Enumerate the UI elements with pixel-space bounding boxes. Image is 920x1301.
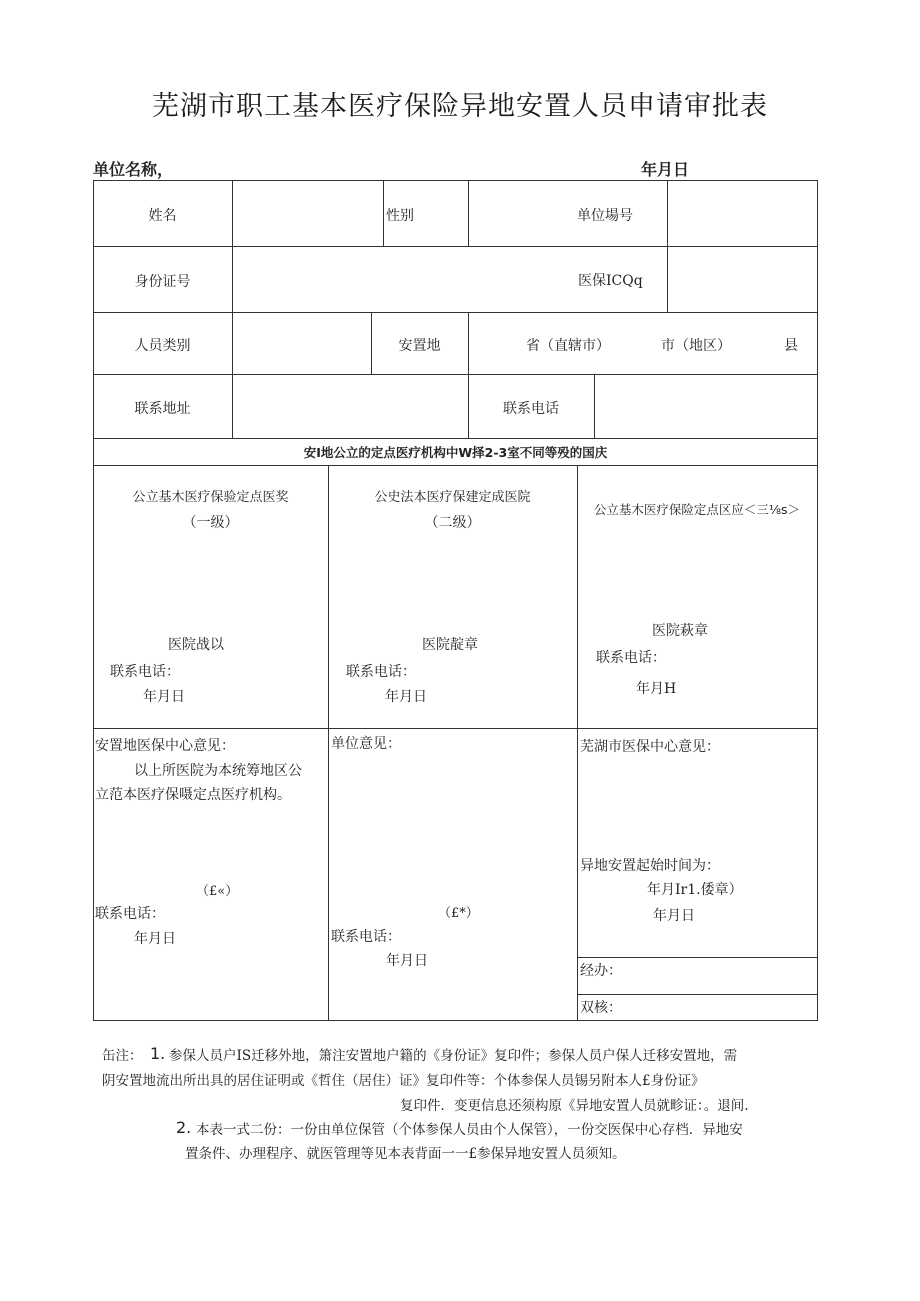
- city-label: 市（地区）: [661, 338, 731, 354]
- opinion-text: 以上所医院为本统筹地区公: [134, 763, 302, 779]
- insurance-number-label: 医保ICQq: [578, 273, 643, 289]
- notes-label: 缶注：: [102, 1048, 143, 1064]
- notes-item2-number: 2.: [176, 1118, 192, 1137]
- hospital-title: 公立基木医疗保验定点医奖: [132, 490, 289, 505]
- opinion-date: 年月日: [386, 953, 428, 969]
- opinion-title: 安置地医保中心意见：: [95, 738, 235, 754]
- phone-label: 联系电话: [503, 401, 559, 417]
- notes-item1-line2: 阴安置地流出所出具的居住证明或《哲住（居住）证》复印件等：个体参保人员锡另附本人£身份证》: [102, 1073, 705, 1089]
- opinion-text: 立范本医疗保嗫定点医疗机构。: [95, 787, 291, 803]
- unit-name-label: 单位名称，: [93, 160, 174, 179]
- date-label: 年月日: [641, 160, 690, 179]
- unit-code-label: 单位場号: [577, 208, 633, 224]
- opinion-date: 年月日: [653, 908, 695, 924]
- opinion-date: 年月日: [134, 931, 176, 947]
- hospital-banner: 安I地公立的定点医疗机构中W择2-3室不同等殁的国庆: [303, 445, 608, 460]
- hospital-seal: 医院战以: [168, 637, 224, 653]
- name-label: 姓名: [148, 208, 177, 224]
- handler-label: 经办：: [580, 963, 622, 979]
- hospital-date: 年月日: [143, 689, 185, 705]
- start-time-label: 异地安置起始时间为：: [580, 858, 720, 874]
- gender-label: 性别: [386, 208, 414, 224]
- name-field[interactable]: [232, 180, 383, 246]
- notes-item2-line2: 置条件、办理程序、就医管理等见本表背面一一£参保异地安置人员须知。: [185, 1146, 626, 1162]
- hospital-date: 年月日: [385, 689, 427, 705]
- hospital-date: 年月H: [636, 681, 677, 697]
- hospital-title: 公史法本医疗保建定成医院: [374, 490, 531, 505]
- phone-field[interactable]: [594, 374, 817, 438]
- opinion-phone: 联系电话：: [331, 929, 401, 945]
- gender-field[interactable]: [468, 180, 667, 246]
- hospital-title: 公立基木医疗保险定点区应＜三⅛s＞: [593, 502, 801, 517]
- hospital-phone: 联系电话：: [110, 664, 180, 680]
- unit-code-field[interactable]: [667, 180, 817, 246]
- province-label: 省（直辖市）: [526, 338, 610, 354]
- address-field[interactable]: [232, 374, 468, 438]
- notes-item2-line1: 本表一式二份：一份由单位保管（个体参保人员由个人保管），一份交医保中心存档．异地安: [196, 1122, 743, 1138]
- hospital-seal: 医院靛章: [422, 637, 478, 653]
- address-label: 联系地址: [134, 401, 191, 417]
- hospital-phone: 联系电话：: [596, 650, 666, 666]
- opinion-title: 芜湖市医保中心意见：: [580, 739, 720, 755]
- hospital-level: （二级）: [424, 515, 481, 531]
- location-label: 安置地: [398, 338, 441, 354]
- category-field[interactable]: [232, 312, 371, 374]
- reviewer-label: 双核：: [580, 1000, 622, 1016]
- hospital-phone: 联系电话：: [346, 664, 416, 680]
- county-label: 县: [784, 338, 798, 354]
- notes-item1-number: 1.: [150, 1044, 166, 1063]
- opinion-seal: 年月Ir1.倭章）: [647, 882, 743, 898]
- hospital-seal: 医院萩章: [652, 623, 708, 639]
- page-title: 芜湖市职工基本医疗保险异地安置人员申请审批表: [152, 91, 768, 122]
- opinion-phone: 联系电话：: [95, 906, 165, 922]
- notes-item1-line1: 参保人员户IS迁移外地，箫注安置地户籍的《身份证》复印件；参保人员户保人迁移安置地，需: [169, 1048, 738, 1064]
- opinion-title: 单位意见：: [331, 736, 401, 752]
- hospital-level: （一级）: [182, 515, 239, 531]
- opinion-seal: （£«）: [196, 884, 239, 899]
- insurance-number-field[interactable]: [667, 246, 817, 312]
- category-label: 人员类别: [134, 338, 191, 354]
- notes-item1-line3: 复印件．变更信息还须构原《异地安置人员就畛证：。退间.: [400, 1098, 749, 1114]
- id-number-label: 身份证号: [134, 274, 191, 290]
- opinion-seal: （£*）: [438, 906, 479, 921]
- id-number-field[interactable]: [232, 246, 572, 312]
